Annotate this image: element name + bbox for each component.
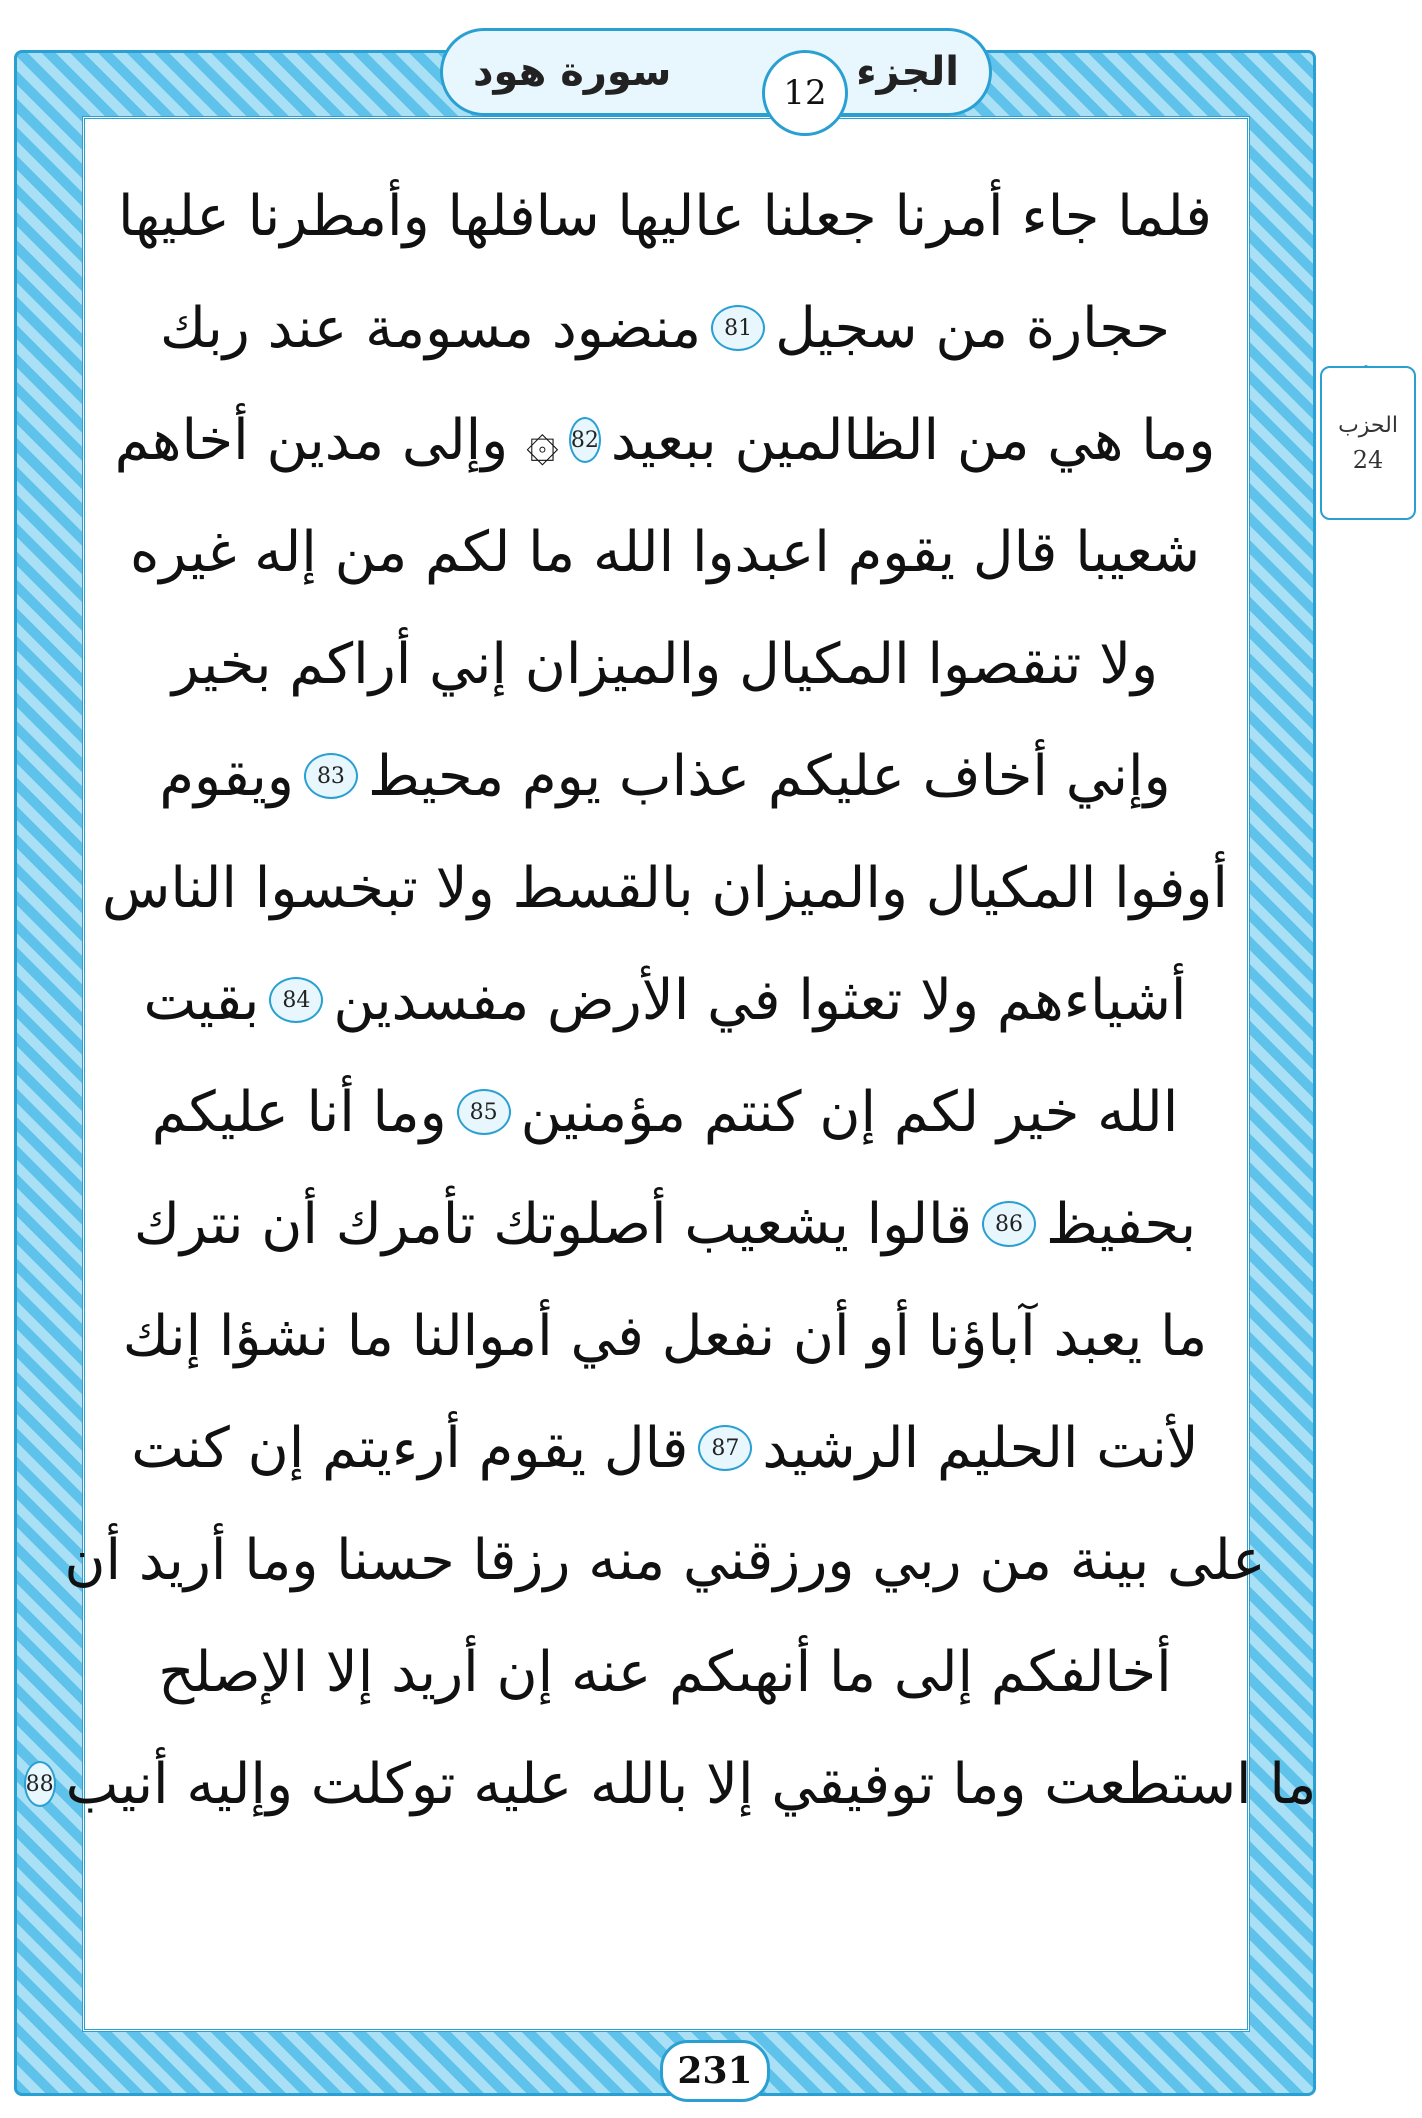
ayah-number-marker: 83 bbox=[304, 753, 358, 799]
surah-name: سورة هود bbox=[473, 49, 672, 95]
text-line bbox=[114, 384, 1216, 496]
page-number: 231 bbox=[660, 2040, 770, 2102]
text-line bbox=[120, 608, 1210, 720]
text-line bbox=[120, 496, 1210, 608]
hizb-marker bbox=[1320, 366, 1416, 520]
text-line bbox=[102, 832, 1228, 944]
verse-text: أشياءهم ولا تعثوا في الأرض مفسدين bbox=[333, 967, 1187, 1033]
verse-text: قالوا يشعيب أصلوتك تأمرك أن نترك bbox=[133, 1191, 972, 1257]
verse-text: على بينة من ربي ورزقني منه رزقا حسنا وما أريد أن bbox=[64, 1527, 1266, 1593]
juz-number: 12 bbox=[762, 50, 848, 136]
verse-text: الله خير لكم إن كنتم مؤمنين bbox=[520, 1079, 1179, 1145]
text-line bbox=[120, 160, 1210, 272]
verse-text: ما يعبد آباؤنا أو أن نفعل في أموالنا ما نشؤا إنك bbox=[122, 1303, 1208, 1369]
verse-text: وما أنا عليكم bbox=[151, 1079, 447, 1145]
text-line bbox=[25, 1728, 1317, 1840]
text-line bbox=[120, 944, 1210, 1056]
text-line bbox=[120, 1168, 1210, 1280]
ayah-number-marker: 88 bbox=[24, 1761, 56, 1807]
verse-text: وإني أخاف عليكم عذاب يوم محيط bbox=[367, 743, 1171, 809]
verse-text: بقيت bbox=[143, 967, 260, 1033]
text-line bbox=[120, 1280, 1210, 1392]
verse-text: ۞ وإلى مدين أخاهم bbox=[114, 407, 559, 473]
verse-text: وما هي من الظالمين ببعيد bbox=[610, 407, 1216, 473]
text-line bbox=[120, 1616, 1210, 1728]
ayah-number-marker: 82 bbox=[569, 417, 601, 463]
ayah-number-marker: 86 bbox=[982, 1201, 1036, 1247]
page-header bbox=[440, 28, 992, 116]
juz-label: الجزء bbox=[856, 49, 959, 95]
quran-text bbox=[25, 160, 1317, 2010]
verse-text: ما استطعت وما توفيقي إلا بالله عليه توكلت وإليه أنيب bbox=[65, 1751, 1317, 1817]
text-line bbox=[120, 1392, 1210, 1504]
verse-text: أخالفكم إلى ما أنهىكم عنه إن أريد إلا الإصلح bbox=[158, 1639, 1172, 1705]
verse-text: حجارة من سجيل bbox=[775, 295, 1170, 361]
verse-text: بحفيظ bbox=[1046, 1191, 1197, 1257]
hizb-number: 24 bbox=[1352, 445, 1384, 474]
text-line bbox=[120, 720, 1210, 832]
verse-text: قال يقوم أرءيتم إن كنت bbox=[131, 1415, 689, 1481]
ayah-number-marker: 84 bbox=[269, 977, 323, 1023]
verse-text: أوفوا المكيال والميزان بالقسط ولا تبخسوا الناس bbox=[102, 855, 1228, 921]
hizb-label: الحزب bbox=[1338, 412, 1398, 438]
verse-text: ويقوم bbox=[159, 743, 294, 809]
text-line bbox=[64, 1504, 1266, 1616]
text-line bbox=[120, 1056, 1210, 1168]
ayah-number-marker: 81 bbox=[711, 305, 765, 351]
verse-text: منضود مسومة عند ربك bbox=[160, 295, 702, 361]
text-line bbox=[120, 272, 1210, 384]
verse-text: فلما جاء أمرنا جعلنا عاليها سافلها وأمطرنا عليها bbox=[118, 183, 1212, 249]
ayah-number-marker: 85 bbox=[457, 1089, 511, 1135]
ayah-number-marker: 87 bbox=[698, 1425, 752, 1471]
verse-text: ولا تنقصوا المكيال والميزان إني أراكم بخير bbox=[171, 631, 1159, 697]
verse-text: شعيبا قال يقوم اعبدوا الله ما لكم من إله غيره bbox=[129, 519, 1201, 585]
verse-text: لأنت الحليم الرشيد bbox=[762, 1415, 1199, 1481]
